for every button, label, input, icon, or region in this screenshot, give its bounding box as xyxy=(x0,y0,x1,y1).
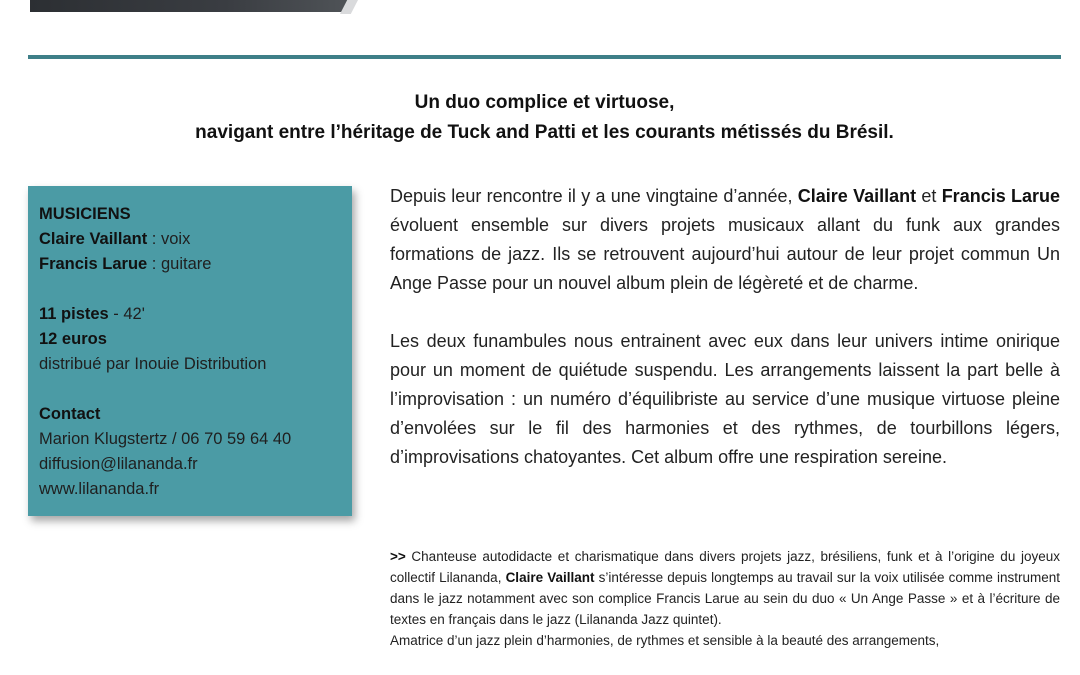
tagline-line-2: navigant entre l’héritage de Tuck and Patti et les courants métissés du Brésil. xyxy=(195,122,894,143)
artist-name-claire: Claire Vaillant xyxy=(797,186,917,206)
tagline xyxy=(28,88,1061,148)
contact-email[interactable]: diffusion@lilananda.fr xyxy=(39,455,198,473)
musicians-heading: MUSICIENS xyxy=(39,205,131,223)
bio-marker: >> xyxy=(390,549,406,564)
album-duration: - 42' xyxy=(108,305,145,323)
text-segment: évoluent ensemble sur divers projets musicaux allant du funk aux grandes formations de jazz. Ils se retrouvent aujourd’hui autour de leur projet commun Un Ange Passe pour un nouvel album plein de légèreté et de charme. xyxy=(390,215,1060,293)
bio-artist-name: Claire Vaillant xyxy=(505,570,595,585)
contact-website[interactable]: www.lilananda.fr xyxy=(39,480,160,498)
musician-2-name: Francis Larue xyxy=(39,255,148,273)
distribution-info: distribué par Inouie Distribution xyxy=(39,355,267,373)
bio-paragraph-1 xyxy=(390,546,1060,630)
text-segment: Chanteuse autodidacte et charismatique dans divers projets jazz, brésiliens, funk et à l’origine du joyeux collectif Lilananda, xyxy=(390,549,1060,585)
artist-name-francis: Francis Larue xyxy=(941,186,1061,206)
main-description xyxy=(390,182,1060,472)
contact-heading: Contact xyxy=(39,405,101,423)
description-paragraph-2: Les deux funambules nous entrainent avec eux dans leur univers intime onirique pour un moment de quiétude suspendu. Les arrangements laissent la part belle à l’improvisation : un numéro d’équilibriste au service d’une musique virtuose pleine d’envolées sur le fil des harmonies et des rythmes, de tourbillons légers, d’improvisations chatoyantes. Cet album offre une respiration sereine. xyxy=(390,331,1060,467)
album-price: 12 euros xyxy=(39,330,107,348)
text-segment: et xyxy=(916,186,942,206)
musician-1-name: Claire Vaillant xyxy=(39,230,148,248)
album-tracks xyxy=(39,302,340,327)
description-paragraph-1 xyxy=(390,182,1060,298)
musician-1-role: : voix xyxy=(147,230,191,248)
text-segment: s’intéresse depuis longtemps au travail sur la voix utilisée comme instrument dans le jazz notamment avec son complice Francis Larue au sein du duo « Un Ange Passe » et à l’écriture de textes en français dans le jazz (Lilananda Jazz quintet). xyxy=(390,570,1061,627)
text-segment: Depuis leur rencontre il y a une vingtaine d’année, xyxy=(390,186,798,206)
header-photo-edge xyxy=(30,0,355,12)
bio-paragraph-2: Amatrice d’un jazz plein d’harmonies, de rythmes et sensible à la beauté des arrangements, xyxy=(390,633,940,648)
musician-2-role: : guitare xyxy=(147,255,212,273)
artist-bio xyxy=(390,546,1060,651)
tagline-line-1: Un duo complice et virtuose, xyxy=(414,92,675,113)
contact-person: Marion Klugstertz / 06 70 59 64 40 xyxy=(39,430,292,448)
musician-1 xyxy=(39,227,340,252)
section-divider xyxy=(28,55,1061,59)
musician-2 xyxy=(39,252,340,277)
track-count: 11 pistes xyxy=(39,305,109,323)
info-sidebar xyxy=(28,186,352,516)
